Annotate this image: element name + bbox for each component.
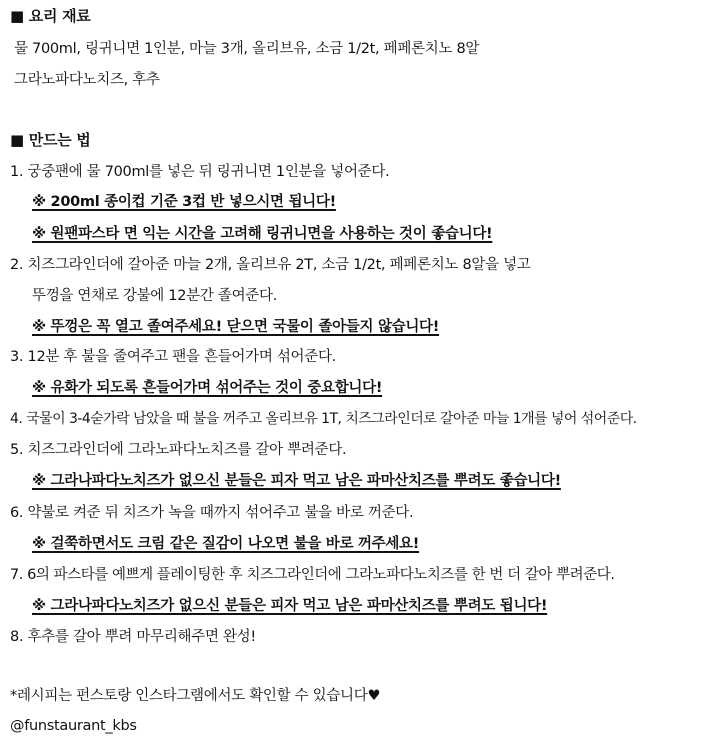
step-6: 6. 약불로 켜준 뒤 치즈가 녹을 때까지 섞어주고 불을 바로 꺼준다. bbox=[10, 505, 414, 521]
instagram-handle: @funstaurant_kbs bbox=[10, 718, 137, 734]
step-4: 4. 국물이 3-4숟가락 남았을 때 불을 꺼주고 올리브유 1T, 치즈그라인더로 갈아준 마늘 1개를 넣어 섞어준다. bbox=[10, 411, 637, 427]
step-7: 7. 6의 파스타를 예쁘게 플레이팅한 후 치즈그라인더에 그라노파다노치즈를 한 번 더 갈아 뿌려준다. bbox=[10, 567, 615, 583]
step-1-note-1: ※ 200ml 종이컵 기준 3컵 반 넣으시면 됩니다! bbox=[32, 194, 336, 210]
step-1-note-2: ※ 원팬파스타 면 익는 시간을 고려해 링귀니면을 사용하는 것이 좋습니다! bbox=[32, 226, 493, 242]
step-3-note: ※ 유화가 되도록 흔들어가며 섞어주는 것이 중요합니다! bbox=[32, 380, 383, 396]
step-6-note: ※ 걸쭉하면서도 크림 같은 질감이 나오면 불을 바로 꺼주세요! bbox=[32, 536, 420, 552]
step-2-note: ※ 뚜껑은 꼭 열고 졸여주세요! 닫으면 국물이 졸아들지 않습니다! bbox=[32, 319, 440, 335]
ingredients-line-1: 물 700ml, 링귀니면 1인분, 마늘 3개, 올리브유, 소금 1/2t, 페페론치노 8알 bbox=[14, 41, 480, 57]
step-2-line-2: 뚜껑을 연채로 강불에 12분간 졸여준다. bbox=[32, 288, 278, 304]
step-8: 8. 후추를 갈아 뿌려 마무리해주면 완성! bbox=[10, 629, 256, 645]
ingredients-line-2: 그라노파다노치즈, 후추 bbox=[14, 72, 160, 88]
step-7-note: ※ 그라나파다노치즈가 없으신 분들은 피자 먹고 남은 파마산치즈를 뿌려도 됩니다! bbox=[32, 598, 548, 614]
step-5-note: ※ 그라나파다노치즈가 없으신 분들은 피자 먹고 남은 파마산치즈를 뿌려도 좋습니다! bbox=[32, 473, 561, 489]
footer-note: *레시피는 펀스토랑 인스타그램에서도 확인할 수 있습니다♥ bbox=[10, 688, 381, 704]
step-2-line-1: 2. 치즈그라인더에 갈아준 마늘 2개, 올리브유 2T, 소금 1/2t, 페페론치노 8알을 넣고 bbox=[10, 257, 531, 273]
step-3: 3. 12분 후 불을 줄여주고 팬을 흔들어가며 섞어준다. bbox=[10, 349, 336, 365]
method-heading: ■ 만드는 법 bbox=[10, 131, 91, 149]
step-5: 5. 치즈그라인더에 그라노파다노치즈를 갈아 뿌려준다. bbox=[10, 442, 347, 458]
ingredients-heading: ■ 요리 재료 bbox=[10, 7, 91, 25]
step-1: 1. 궁중팬에 물 700ml를 넣은 뒤 링귀니면 1인분을 넣어준다. bbox=[10, 164, 390, 180]
